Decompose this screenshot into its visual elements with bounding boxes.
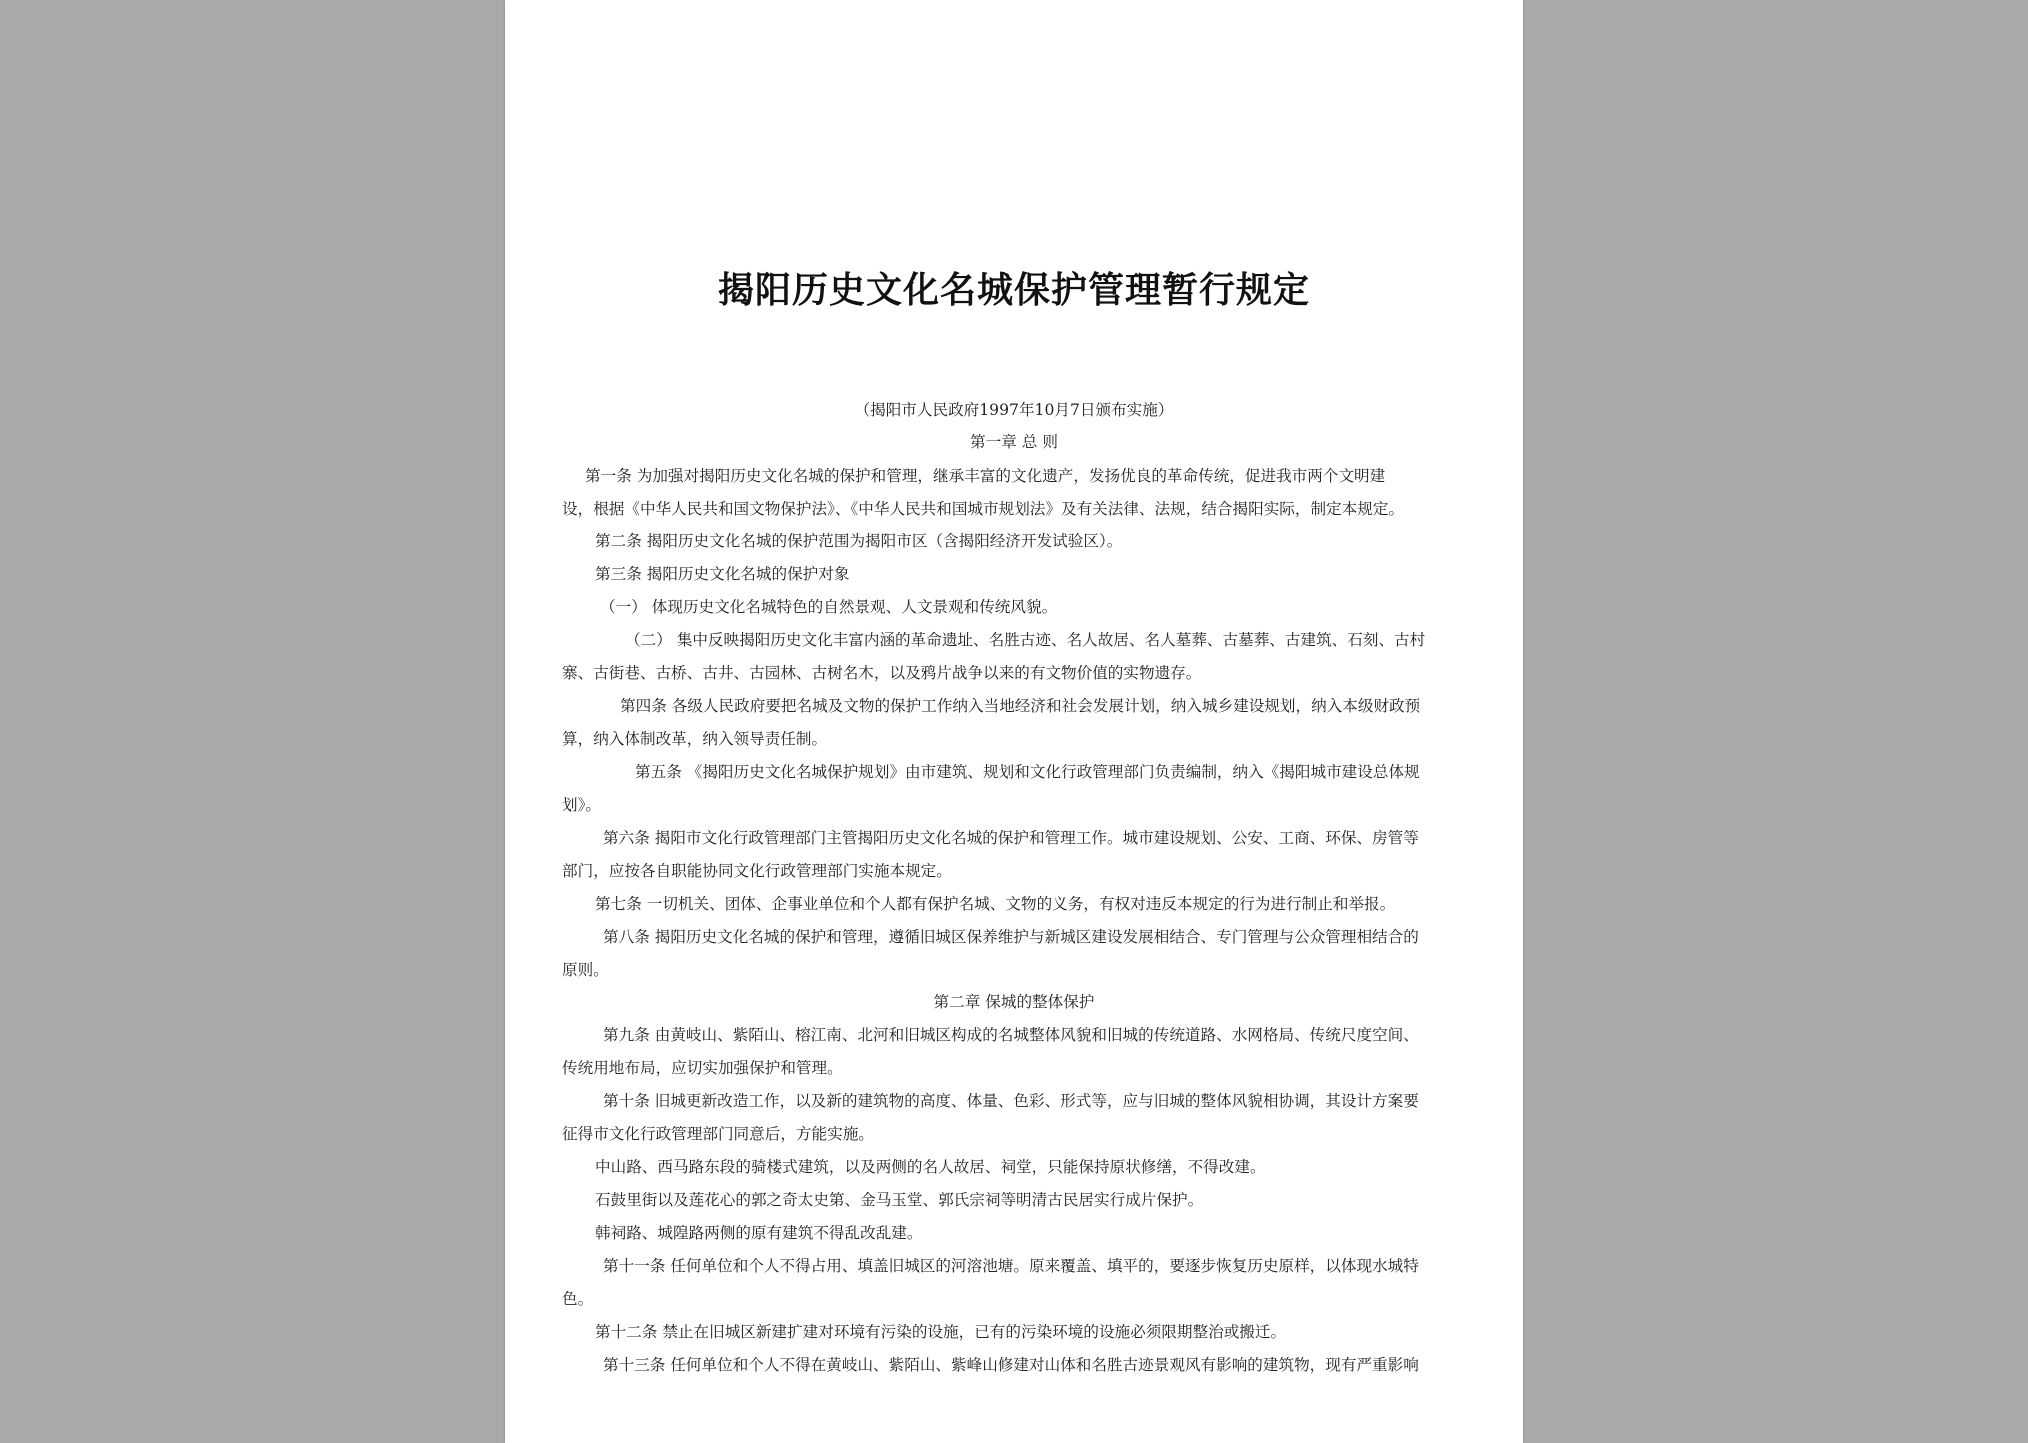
document-title: 揭阳历史文化名城保护管理暂行规定 [717,269,1310,311]
document-subtitle: （揭阳市人民政府1997年10月7日颁布实施） [854,401,1174,419]
text-line: 寨、古街巷、古桥、古井、古园林、古树名木，以及鸦片战争以来的有文物价值的实物遗存。 [562,664,1202,682]
text-line: 第十条 旧城更新改造工作，以及新的建筑物的高度、体量、色彩、形式等，应与旧城的整体风貌相协调，其设计方案要 [603,1092,1419,1110]
text-line: 石鼓里街以及莲花心的郭之奇太史第、金马玉堂、郭氏宗祠等明清古民居实行成片保护。 [595,1191,1204,1209]
text-line: 第九条 由黄岐山、紫陌山、榕江南、北河和旧城区构成的名城整体风貌和旧城的传统道路、水网格局、传统尺度空间、 [603,1026,1419,1044]
text-line: 划》。 [562,796,601,814]
text-line: 第六条 揭阳市文化行政管理部门主管揭阳历史文化名城的保护和管理工作。城市建设规划、公安、工商、环保、房管等 [603,829,1419,847]
text-line: 征得市文化行政管理部门同意后，方能实施。 [562,1125,874,1143]
text-line: 韩祠路、城隍路两侧的原有建筑不得乱改乱建。 [595,1224,923,1242]
chapter-heading-1: 第一章 总 则 [970,433,1058,451]
text-line: 第二条 揭阳历史文化名城的保护范围为揭阳市区（含揭阳经济开发试验区）。 [595,532,1123,550]
text-line: 第四条 各级人民政府要把名城及文物的保护工作纳入当地经济和社会发展计划，纳入城乡建设规划，纳入本级财政预 [620,697,1421,715]
text-line: 色。 [562,1290,594,1308]
text-line: 算，纳入体制改革，纳入领导责任制。 [562,730,828,748]
text-line: 设，根据《中华人民共和国文物保护法》、《中华人民共和国城市规划法》及有关法律、法规，结合揭阳实际，制定本规定。 [562,500,1405,518]
text-line: 中山路、西马路东段的骑楼式建筑，以及两侧的名人故居、祠堂，只能保持原状修缮，不得改建。 [595,1158,1266,1176]
text-line: （一） 体现历史文化名城特色的自然景观、人文景观和传统风貌。 [600,598,1058,616]
text-line: 原则。 [562,961,609,979]
chapter-heading-2: 第二章 保城的整体保护 [933,993,1095,1011]
text-line: 第五条 《揭阳历史文化名城保护规划》由市建筑、规划和文化行政管理部门负责编制，纳入《揭阳城市建设总体规 [635,763,1420,781]
text-line: 第十二条 禁止在旧城区新建扩建对环境有污染的设施，已有的污染环境的设施必须限期整治或搬迁。 [595,1323,1287,1341]
text-line: 第三条 揭阳历史文化名城的保护对象 [595,565,850,583]
text-line: 第一条 为加强对揭阳历史文化名城的保护和管理，继承丰富的文化遗产，发扬优良的革命传统，促进我市两个文明建 [585,467,1386,485]
text-line: 第七条 一切机关、团体、企事业单位和个人都有保护名城、文物的义务，有权对违反本规定的行为进行制止和举报。 [595,895,1396,913]
text-line: 第十三条 任何单位和个人不得在黄岐山、紫陌山、紫峰山修建对山体和名胜古迹景观风有影响的建筑物，现有严重影响 [603,1356,1419,1374]
text-line: 传统用地布局，应切实加强保护和管理。 [562,1059,843,1077]
text-line: 第八条 揭阳历史文化名城的保护和管理，遵循旧城区保养维护与新城区建设发展相结合、专门管理与公众管理相结合的 [603,928,1419,946]
text-line: 部门，应按各自职能协同文化行政管理部门实施本规定。 [562,862,952,880]
text-line: 第十一条 任何单位和个人不得占用、填盖旧城区的河溶池塘。原来覆盖、填平的，要逐步恢复历史原样，以体现水城特 [603,1257,1419,1275]
text-line: （二） 集中反映揭阳历史文化丰富内涵的革命遗址、名胜古迹、名人故居、名人墓葬、古墓葬、古建筑、石刻、古村 [625,631,1426,649]
document-page [505,0,1523,1443]
